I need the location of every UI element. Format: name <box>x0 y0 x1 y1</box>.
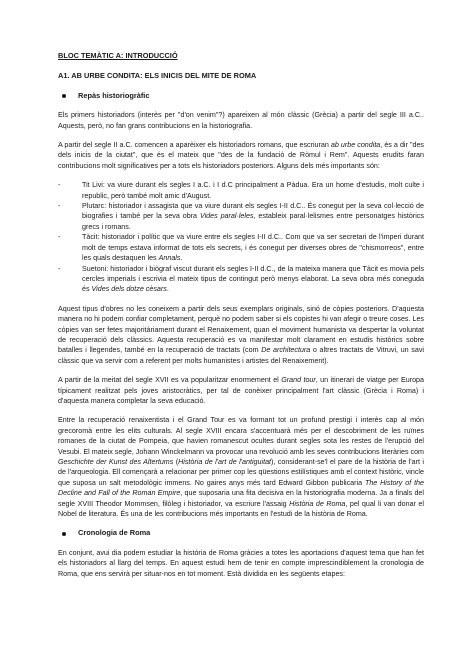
paragraph-renaissance: Entre la recuperació renaixentista i el Grand Tour es va formant tot un profund prestigi i interès cap al món grecoromà entre les elits culturals. Al segle XVIII encara s'accentuarà més per el descobriment de les ruïnes romanes de la ciutat de Pompeia, que havien romanescut ocultes durant segles sota les restes de l'erupció del Vesubi. El mateix segle, Johann Winckelmann va provocar una revolució amb les seves contribucions literàries com Geschichte der Kunst des Altertums (Història de l'art de l'antiguitat), considerant-se'l el pare de la història de l'art i de l'arqueologia. Ell començarà a relacionar per primer cop les qüestions estilístiques amb el context històric, vincle que suposa un salt metodològic immens. No gaires anys més tard Edward Gibbon publicaria The History of the Decline and Fall of the Roman Empire, que suposaria una fita decisiva en la historiografia moderna. Ja a finals del segle XVIII Theodor Mommsen, filòleg i historiador, va escriure l'assaig Història de Roma, pel qual li van donar el Nobel de literatura. És una de les contribucions més importants en l'estudi de la història de Roma. <box>58 416 424 519</box>
section-historiography-title: Repàs historiogràfic <box>78 90 150 100</box>
list-item: - Plutarc: historiador i assagista que va viure durant els segles I-II d.C.. És conegut per la seva col·lecció de biografies i també per la seva obra Vides paral·leles, estableix paral·lelismes entre personatges històrics grecs i romans. <box>58 202 424 231</box>
section-a1-heading: A1. AB URBE CONDITA: ELS INICIS DEL MITE DE ROMA <box>58 71 257 81</box>
section-chronology-title: Cronologia de Roma <box>78 528 151 538</box>
historians-list <box>58 180 424 294</box>
bullet-icon <box>62 532 66 536</box>
list-item: - Tit Livi: va viure durant els segles I a.C. i I d.C principalment a Pàdua. Era un home d'estudis, molt culte i republic, però també molt amic d'August. <box>58 181 424 200</box>
bloc-heading: BLOC TEMÀTIC A: INTRODUCCIÓ <box>58 51 178 60</box>
paragraph-first-historians: Els primers historiadors (interès per "d'on venim"?) apareixen al món clàssic (Grècia) a partir del segle III a.C.. Aquests, però, no fan grans contribucions en la historiografia. <box>58 111 424 130</box>
paragraph-copies: Aquest tipus d'obres no les coneixem a partir dels seus exemplars originals, sinó de còpies posteriors. D'aquesta manera no hi podem confiar completament, perquè no podem saber si els copistes hi van afegir o treure coses. Les còpies van ser fetes majoritàriament durant el Renaixement, quan el moviment humanista va despertar la voluntat de recuperació dels clàssics. Aquesta recuperació es va manifestar molt clarament en estudis històrics sobre batalles i llegendes, també en la recuperació de tractats (com De architectura o altres tractats de Vitruvi, un savi clàssic que va servir com a referent per molts humanistes i artistes del Renaixement). <box>58 304 424 365</box>
section-chronology <box>58 528 424 538</box>
section-historiography <box>58 91 424 101</box>
paragraph-chronology: En conjunt, avui dia podem estudiar la història de Roma gràcies a totes les aportacions d'aquest tema que han fet els historiadors al llarg del temps. En aquest estudi hem de tenir en compte imprescindiblement la cronologia de Roma, que ens servirà per situar-nos en tot moment. Està dividida en les següents etapes: <box>58 548 424 578</box>
list-item: - Tàcit: historiador i polític que va viure entre els segles I-II d.C.. Com que va ser secretari de l'imperi durant molt de temps estava informat de tots els secrets, i és conegut per diverses obres de "chismorreos", entre les quals destaquen les Annals. <box>58 233 424 263</box>
paragraph-roman-historians: A partir del segle II a.C. comencen a aparèixer els historiadors romans, que escriuran ab urbe condita, és a dir "des dels inicis de la ciutat", que és el mateix que "des de la fundació de Ròmul i Rem". Aquests erudits faran contribucions molt significatives per a tots els historiadors posteriors. Alguns dels més importants són: <box>58 141 424 170</box>
paragraph-grand-tour: A partir de la meitat del segle XVII es va popularitzar enormement el Grand tour, un itinerari de viatge per Europa típicament realitzat pels joves aristocràtics, per tal de conèixer principalment l'art clàssic (Grècia i Roma) i d'aquesta manera completar la seva educació. <box>58 376 424 405</box>
list-item: - Suetoni: historiador i biògraf viscut durant els segles I-II d.C., de la mateixa manera que Tàcit es movia pels cercles imperials i escrivia el mateix tipus de contingut però menys elaborat. La seva obra més conegudа és Vides dels dotze cèsars. <box>58 264 424 294</box>
bullet-icon <box>62 94 66 98</box>
